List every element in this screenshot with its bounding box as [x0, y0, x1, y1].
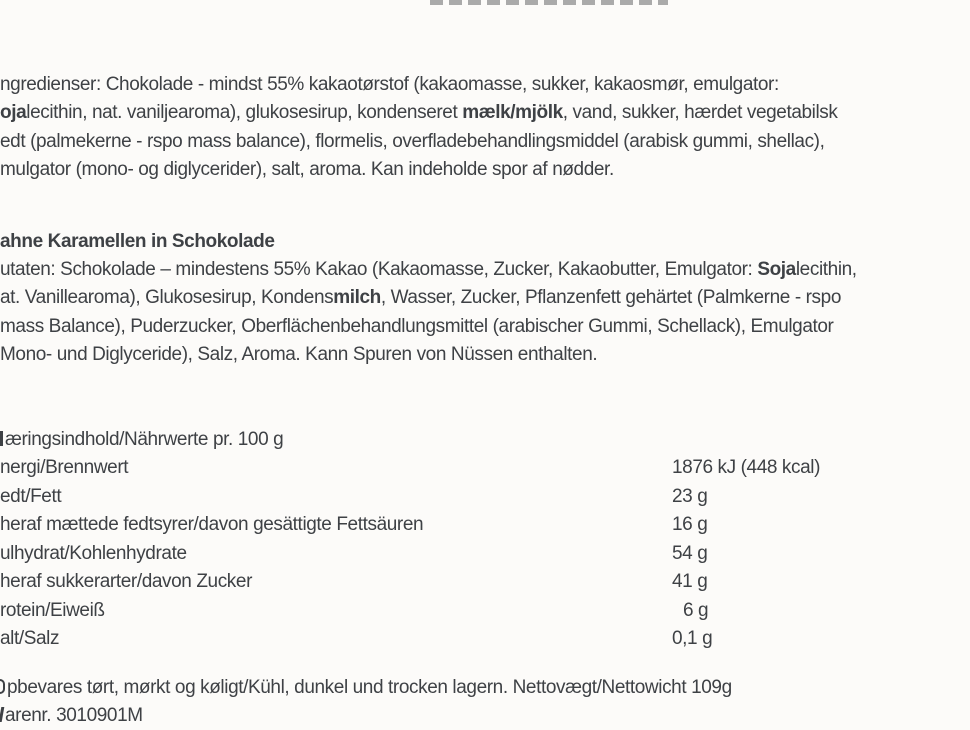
storage-line	[0, 674, 970, 702]
nutrition-label: nergi/Brennwert	[0, 457, 129, 479]
nutrition-label: heraf mættede fedtsyrer/davon gesättigte Fettsäuren	[0, 514, 424, 536]
nutrition-value: 1876 kJ (448 kcal)	[672, 457, 821, 479]
nutrition-value: 6 g	[683, 599, 709, 621]
storage-text: pbevares tørt, mørkt og køligt/Kühl, dunkel und trocken lagern. Nettovægt/Nettowicht 109g	[7, 677, 732, 698]
item-number-line	[0, 702, 970, 730]
nutrition-header: æringsindhold/Nährwerte pr. 100 g	[5, 429, 284, 450]
nutrition-table	[0, 426, 970, 654]
ingredients-da-paragraph	[0, 71, 970, 185]
nutrition-value: 16 g	[672, 514, 708, 536]
nutrition-row-salt	[0, 625, 970, 653]
ingredients-de-line: utaten: Schokolade – mindestens 55% Kakao (Kakaomasse, Zucker, Kakaobutter, Emulgator: Sojalecithin,	[0, 259, 857, 280]
nutrition-value: 54 g	[672, 542, 708, 564]
nutrition-label: rotein/Eiweiß	[0, 599, 105, 621]
nutrition-row-energy	[0, 454, 970, 482]
item-number-text: arenr. 3010901M	[5, 705, 143, 726]
nutrition-row-sugars	[0, 568, 970, 596]
nutrition-label: alt/Salz	[0, 628, 60, 650]
ingredients-da-line: ojalecithin, nat. vaniljearoma), glukosesirup, kondenseret mælk/mjölk, vand, sukker, hærdet vegetabilsk	[0, 102, 838, 124]
clipped-letter-fragment	[0, 679, 5, 694]
nutrition-label: edt/Fett	[0, 485, 62, 507]
ingredients-de-line: mass Balance), Puderzucker, Oberflächenbehandlungsmittel (arabischer Gummi, Schellack), Emulgator	[0, 315, 834, 337]
heading-sahne-karamellen: ahne Karamellen in Schokolade	[0, 231, 275, 252]
storage-netweight-block	[0, 674, 970, 702]
nutrition-value: 41 g	[672, 571, 708, 593]
ingredients-da-line: edt (palmekerne - rspo mass balance), flormelis, overfladebehandlingsmiddel (arabisk gummi, shellac),	[0, 130, 825, 152]
nutrition-row-protein	[0, 597, 970, 625]
ingredients-de-line: at. Vanillearoma), Glukosesirup, Kondensmilch, Wasser, Zucker, Pflanzenfett gehärtet (Palmkerne - rspo	[0, 287, 841, 309]
ingredients-de-line: Mono- und Diglyceride), Salz, Aroma. Kann Spuren von Nüssen enthalten.	[0, 344, 598, 366]
ingredients-da-line: mulgator (mono- og diglycerider), salt, aroma. Kan indeholde spor af nødder.	[0, 159, 614, 181]
clipped-letter-fragment	[0, 431, 3, 446]
ingredients-da-line: ngredienser: Chokolade - mindst 55% kakaotørstof (kakaomasse, sukker, kakaosmør, emulgator:	[0, 74, 779, 95]
nutrition-row-saturates	[0, 511, 970, 539]
nutrition-row-carbohydrate	[0, 540, 970, 568]
nutrition-label: heraf sukkerarter/davon Zucker	[0, 571, 253, 593]
cropped-title-fragment	[430, 0, 668, 5]
item-number-block	[0, 702, 970, 730]
nutrition-header-row	[0, 426, 970, 454]
nutrition-label: ulhydrat/Kohlenhydrate	[0, 542, 187, 564]
ingredients-de-paragraph	[0, 256, 970, 370]
nutrition-value: 23 g	[672, 485, 708, 507]
nutrition-row-fat	[0, 483, 970, 511]
nutrition-value: 0,1 g	[672, 628, 713, 650]
